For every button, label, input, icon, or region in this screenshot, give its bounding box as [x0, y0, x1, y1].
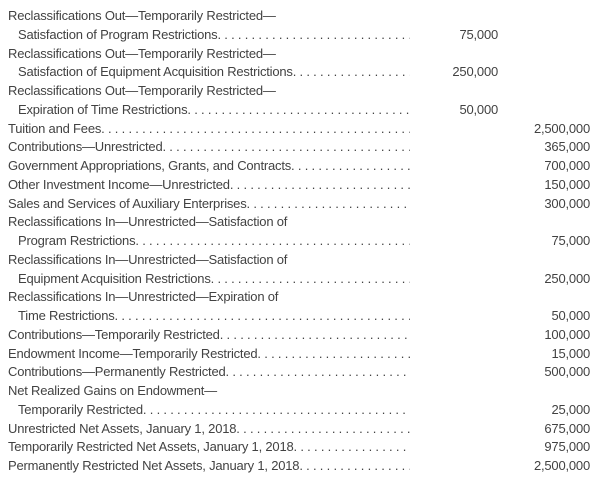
- amount-column-right: 2,500,000: [533, 120, 590, 136]
- amount-column-right: 25,000: [551, 401, 590, 417]
- dot-leader: [220, 326, 410, 345]
- table-row: [8, 45, 590, 64]
- amount-column-right: 700,000: [544, 158, 590, 173]
- label-leader-area: [8, 251, 410, 270]
- account-label: Sales and Services of Auxiliary Enterprises: [8, 195, 247, 211]
- table-row: [8, 63, 590, 82]
- amount-column-right: 975,000: [544, 439, 590, 455]
- label-leader-area: [8, 401, 410, 420]
- label-leader-area: [8, 45, 410, 64]
- account-label: Contributions—Temporarily Restricted: [8, 326, 220, 342]
- label-leader-area: [8, 120, 410, 139]
- dot-leader: [230, 176, 410, 195]
- account-label: Temporarily Restricted Net Assets, January 1, 2018: [8, 439, 294, 455]
- label-leader-area: [8, 232, 410, 251]
- table-row: [8, 363, 590, 382]
- dot-leader: [226, 363, 410, 382]
- table-row: [8, 382, 590, 401]
- table-row: [8, 7, 590, 26]
- label-leader-area: [8, 26, 410, 45]
- dot-leader: [217, 26, 410, 45]
- account-label: Unrestricted Net Assets, January 1, 2018: [8, 420, 237, 436]
- amount-column-right: 300,000: [544, 195, 590, 211]
- amount-column-right: 150,000: [544, 176, 590, 192]
- account-label: Reclassifications Out—Temporarily Restricted—: [8, 45, 276, 61]
- label-leader-area: [8, 270, 410, 289]
- account-label: Reclassifications Out—Temporarily Restricted—: [8, 83, 276, 98]
- account-label: Program Restrictions: [18, 233, 136, 248]
- table-row: [8, 82, 590, 101]
- table-row: [8, 157, 590, 176]
- account-label: Permanently Restricted Net Assets, January 1, 2018: [8, 458, 300, 473]
- amount-column-right: 500,000: [544, 364, 590, 380]
- table-row: [8, 101, 590, 120]
- table-row: [8, 438, 590, 457]
- label-leader-area: [8, 363, 410, 382]
- amount-column-left: 50,000: [459, 101, 498, 117]
- label-leader-area: [8, 63, 410, 82]
- amount-column-right: 250,000: [544, 270, 590, 286]
- account-label: Satisfaction of Program Restrictions: [18, 26, 218, 42]
- account-label: Contributions—Unrestricted: [8, 139, 163, 155]
- account-label: Contributions—Permanently Restricted: [8, 364, 226, 380]
- label-leader-area: [8, 438, 410, 457]
- amount-column-right: 2,500,000: [533, 458, 590, 473]
- dot-leader: [115, 307, 410, 326]
- table-row: [8, 288, 590, 307]
- amount-column-right: 50,000: [551, 308, 590, 323]
- amount-column-right: 100,000: [544, 326, 590, 342]
- table-row: [8, 251, 590, 270]
- dot-leader: [162, 138, 410, 157]
- table-row: [8, 120, 590, 139]
- table-row: [8, 213, 590, 232]
- dot-leader: [101, 120, 410, 139]
- table-row: [8, 401, 590, 420]
- amount-column-right: 75,000: [551, 233, 590, 248]
- label-leader-area: [8, 82, 410, 101]
- account-label: Government Appropriations, Grants, and Contracts: [8, 158, 292, 173]
- account-label: Reclassifications In—Unrestricted—Satisfaction of: [8, 214, 288, 230]
- table-row: [8, 457, 590, 476]
- account-label: Tuition and Fees: [8, 120, 102, 136]
- account-label: Reclassifications In—Unrestricted—Expiration of: [8, 289, 279, 305]
- dot-leader: [293, 63, 410, 82]
- table-row: [8, 326, 590, 345]
- label-leader-area: [8, 326, 410, 345]
- account-label: Reclassifications Out—Temporarily Restricted—: [8, 8, 276, 23]
- label-leader-area: [8, 420, 410, 439]
- table-row: [8, 138, 590, 157]
- table-row: [8, 195, 590, 214]
- amount-column-right: 365,000: [544, 139, 590, 155]
- account-label: Net Realized Gains on Endowment—: [8, 383, 217, 398]
- label-leader-area: [8, 157, 410, 176]
- account-label: Expiration of Time Restrictions: [18, 101, 188, 117]
- account-label: Reclassifications In—Unrestricted—Satisfaction of: [8, 251, 288, 267]
- label-leader-area: [8, 345, 410, 364]
- amount-column-left: 250,000: [452, 64, 498, 80]
- dot-leader: [257, 345, 410, 364]
- label-leader-area: [8, 307, 410, 326]
- dot-leader: [294, 438, 410, 457]
- account-label: Other Investment Income—Unrestricted: [8, 176, 230, 192]
- label-leader-area: [8, 101, 410, 120]
- account-label: Temporarily Restricted: [18, 401, 143, 417]
- account-label: Equipment Acquisition Restrictions: [18, 270, 211, 286]
- amount-column-right: 15,000: [551, 345, 590, 361]
- label-leader-area: [8, 382, 410, 401]
- dot-leader: [236, 420, 410, 439]
- table-row: [8, 26, 590, 45]
- table-row: [8, 270, 590, 289]
- account-label: Satisfaction of Equipment Acquisition Restrictions: [18, 64, 293, 80]
- dot-leader: [211, 270, 410, 289]
- dot-leader: [247, 195, 410, 214]
- table-row: [8, 307, 590, 326]
- label-leader-area: [8, 195, 410, 214]
- dot-leader: [143, 401, 410, 420]
- label-leader-area: [8, 176, 410, 195]
- amount-column-right: 675,000: [544, 420, 590, 436]
- label-leader-area: [8, 7, 410, 26]
- account-label: Endowment Income—Temporarily Restricted: [8, 345, 258, 361]
- table-row: [8, 232, 590, 251]
- table-row: [8, 420, 590, 439]
- amount-column-left: 75,000: [459, 26, 498, 42]
- label-leader-area: [8, 457, 410, 476]
- dot-leader: [187, 101, 410, 120]
- dot-leader: [291, 157, 410, 176]
- dot-leader: [299, 457, 410, 476]
- table-row: [8, 176, 590, 195]
- account-label: Time Restrictions: [18, 308, 115, 323]
- table-row: [8, 345, 590, 364]
- account-rows: [8, 7, 590, 476]
- dot-leader: [135, 232, 410, 251]
- label-leader-area: [8, 288, 410, 307]
- label-leader-area: [8, 138, 410, 157]
- label-leader-area: [8, 213, 410, 232]
